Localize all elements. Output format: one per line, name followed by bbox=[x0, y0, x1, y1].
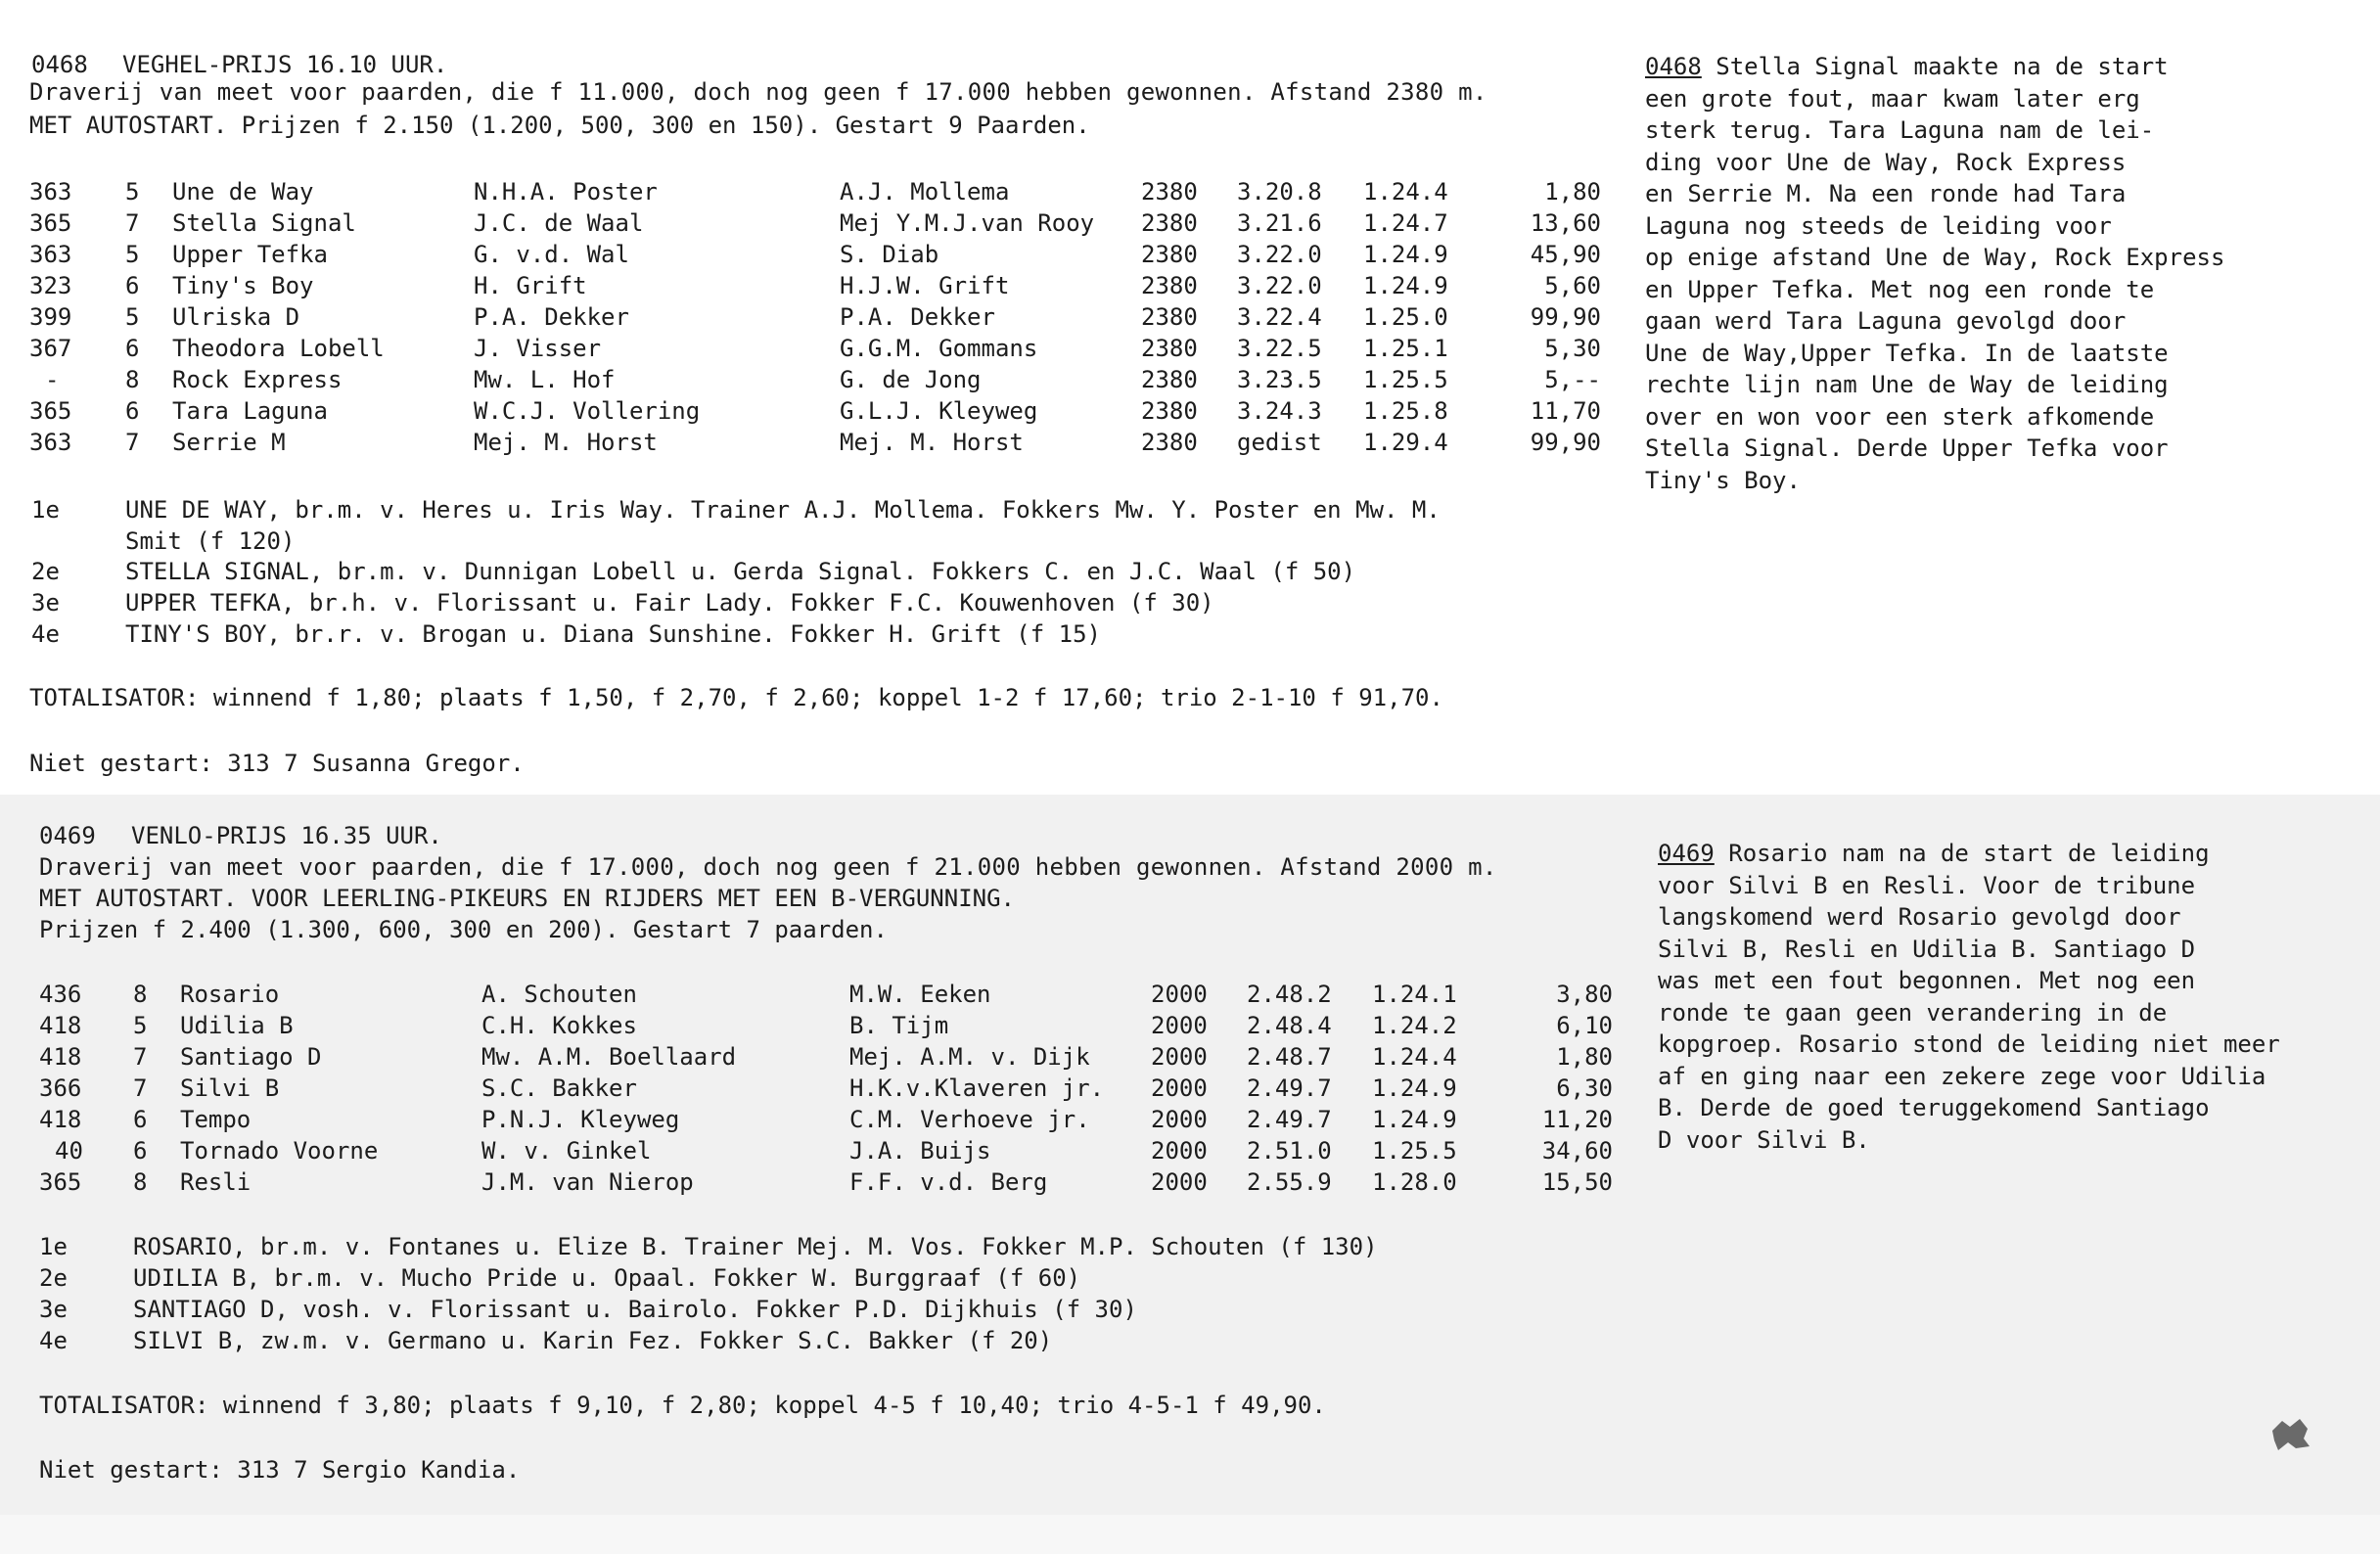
start-number: 7 bbox=[125, 429, 140, 456]
report-line: B. Derde de goed teruggekomend Santiago bbox=[1658, 1094, 2210, 1121]
result-row bbox=[0, 333, 1664, 364]
driver-name: J. Visser bbox=[474, 335, 602, 362]
odds: 34,60 bbox=[1541, 1137, 1613, 1165]
distance: 2000 bbox=[1151, 1106, 1208, 1133]
result-row bbox=[0, 395, 1664, 427]
race-title: VENLO-PRIJS 16.35 UUR. bbox=[131, 822, 442, 849]
odds: 5,-- bbox=[1544, 366, 1601, 393]
placing-position: 2e bbox=[31, 558, 60, 585]
driver-name: W. v. Ginkel bbox=[481, 1137, 652, 1165]
race-description-line: Draverij van meet voor paarden, die f 17.000, doch nog geen f 21.000 hebben gewonnen. Afstand 2000 m. bbox=[39, 853, 1497, 881]
odds: 99,90 bbox=[1530, 429, 1601, 456]
horse-name: Theodora Lobell bbox=[172, 335, 385, 362]
horse-name: Ulriska D bbox=[172, 303, 300, 331]
report-line: voor Silvi B en Resli. Voor de tribune bbox=[1658, 871, 2196, 899]
horse-name: Tempo bbox=[180, 1106, 252, 1133]
km-time: 1.25.0 bbox=[1363, 303, 1448, 331]
result-row bbox=[0, 979, 1664, 1010]
start-number: 6 bbox=[125, 397, 140, 425]
prev-number: 366 bbox=[39, 1074, 82, 1102]
prev-number: 363 bbox=[29, 429, 72, 456]
prev-number: 365 bbox=[29, 209, 72, 237]
race-time: 3.20.8 bbox=[1237, 178, 1322, 206]
prev-number: 40 bbox=[55, 1137, 83, 1165]
km-time: 1.28.0 bbox=[1372, 1168, 1457, 1196]
trainer-name: Mej. M. Horst bbox=[840, 429, 1024, 456]
distance: 2380 bbox=[1141, 366, 1198, 393]
odds: 3,80 bbox=[1556, 981, 1613, 1008]
report-line: gaan werd Tara Laguna gevolgd door bbox=[1645, 307, 2127, 335]
report-line: ding voor Une de Way, Rock Express bbox=[1645, 148, 2127, 176]
start-number: 6 bbox=[125, 335, 140, 362]
km-time: 1.24.9 bbox=[1363, 241, 1448, 268]
trainer-name: Mej. A.M. v. Dijk bbox=[849, 1043, 1090, 1071]
distance: 2000 bbox=[1151, 1168, 1208, 1196]
result-row bbox=[0, 1104, 1664, 1135]
result-row bbox=[0, 1010, 1664, 1041]
horse-name: Silvi B bbox=[180, 1074, 280, 1102]
report-line: over en won voor een sterk afkomende bbox=[1645, 402, 2155, 431]
prev-number: 367 bbox=[29, 335, 72, 362]
horse-name: Stella Signal bbox=[172, 209, 356, 237]
odds: 5,30 bbox=[1544, 335, 1601, 362]
totalisator: TOTALISATOR: winnend f 3,80; plaats f 9,10, f 2,80; koppel 4-5 f 10,40; trio 4-5-1 f 49,90. bbox=[39, 1392, 1326, 1419]
trainer-name: G. de Jong bbox=[840, 366, 982, 393]
trainer-name: Mej Y.M.J.van Rooy bbox=[840, 209, 1095, 237]
report-line: Tiny's Boy. bbox=[1645, 466, 1801, 494]
horse-name: Serrie M bbox=[172, 429, 286, 456]
race-time: 3.24.3 bbox=[1237, 397, 1322, 425]
report-line: rechte lijn nam Une de Way de leiding bbox=[1645, 371, 2169, 398]
odds: 13,60 bbox=[1530, 209, 1601, 237]
trainer-name: J.A. Buijs bbox=[849, 1137, 991, 1165]
placing-text: UNE DE WAY, br.m. v. Heres u. Iris Way. Trainer A.J. Mollema. Fokkers Mw. Y. Poster en Mw. M. bbox=[125, 496, 1441, 524]
driver-name: A. Schouten bbox=[481, 981, 637, 1008]
driver-name: J.C. de Waal bbox=[474, 209, 644, 237]
horse-name: Tara Laguna bbox=[172, 397, 328, 425]
km-time: 1.25.5 bbox=[1363, 366, 1448, 393]
km-time: 1.24.9 bbox=[1372, 1106, 1457, 1133]
distance: 2380 bbox=[1141, 241, 1198, 268]
race-time: 3.23.5 bbox=[1237, 366, 1322, 393]
report-line: was met een fout begonnen. Met nog een bbox=[1658, 967, 2196, 994]
not-started: Niet gestart: 313 7 Sergio Kandia. bbox=[39, 1456, 521, 1484]
horse-name: Tornado Voorne bbox=[180, 1137, 379, 1165]
start-number: 6 bbox=[133, 1137, 148, 1165]
odds: 5,60 bbox=[1544, 272, 1601, 299]
placing-position: 3e bbox=[39, 1296, 68, 1323]
distance: 2000 bbox=[1151, 1043, 1208, 1071]
placing-text: ROSARIO, br.m. v. Fontanes u. Elize B. Trainer Mej. M. Vos. Fokker M.P. Schouten (f 130) bbox=[133, 1233, 1378, 1260]
prev-number: 365 bbox=[29, 397, 72, 425]
trainer-name: P.A. Dekker bbox=[840, 303, 995, 331]
distance: 2380 bbox=[1141, 272, 1198, 299]
driver-name: J.M. van Nierop bbox=[481, 1168, 694, 1196]
start-number: 5 bbox=[125, 303, 140, 331]
report-line: D voor Silvi B. bbox=[1658, 1125, 1870, 1154]
race-time: 3.22.0 bbox=[1237, 241, 1322, 268]
horse-name: Rock Express bbox=[172, 366, 343, 393]
trainer-name: B. Tijm bbox=[849, 1012, 949, 1039]
result-row bbox=[0, 1166, 1664, 1198]
start-number: 5 bbox=[133, 1012, 148, 1039]
report-line: Silvi B, Resli en Udilia B. Santiago D bbox=[1658, 935, 2196, 963]
race-description-line: MET AUTOSTART. VOOR LEERLING-PIKEURS EN RIJDERS MET EEN B-VERGUNNING. bbox=[39, 885, 1015, 912]
odds: 45,90 bbox=[1530, 241, 1601, 268]
report-line: sterk terug. Tara Laguna nam de lei- bbox=[1645, 116, 2155, 144]
prev-number: 363 bbox=[29, 178, 72, 206]
race-time: 2.48.2 bbox=[1247, 981, 1332, 1008]
placing-text: SANTIAGO D, vosh. v. Florissant u. Bairolo. Fokker P.D. Dijkhuis (f 30) bbox=[133, 1296, 1137, 1323]
result-row bbox=[0, 270, 1664, 301]
odds: 99,90 bbox=[1530, 303, 1601, 331]
report-line: af en ging naar een zekere zege voor Udilia bbox=[1658, 1062, 2266, 1090]
race-time: 3.22.0 bbox=[1237, 272, 1322, 299]
odds: 11,70 bbox=[1530, 397, 1601, 425]
horse-name: Tiny's Boy bbox=[172, 272, 314, 299]
race-description-line: Prijzen f 2.400 (1.300, 600, 300 en 200). Gestart 7 paarden. bbox=[39, 916, 888, 943]
trainer-name: M.W. Eeken bbox=[849, 981, 991, 1008]
race-report bbox=[1645, 51, 2311, 496]
distance: 2380 bbox=[1141, 397, 1198, 425]
odds: 6,10 bbox=[1556, 1012, 1613, 1039]
km-time: 1.24.9 bbox=[1363, 272, 1448, 299]
race-description-line: MET AUTOSTART. Prijzen f 2.150 (1.200, 500, 300 en 150). Gestart 9 Paarden. bbox=[29, 112, 1090, 139]
result-row bbox=[0, 1135, 1664, 1166]
placing-text: UPPER TEFKA, br.h. v. Florissant u. Fair Lady. Fokker F.C. Kouwenhoven (f 30) bbox=[125, 589, 1214, 617]
race-report bbox=[1658, 838, 2323, 1156]
placing-position: 4e bbox=[31, 620, 60, 648]
distance: 2380 bbox=[1141, 209, 1198, 237]
report-code: 0468 bbox=[1645, 53, 1702, 80]
placing-position: 2e bbox=[39, 1264, 68, 1292]
race-time: 2.48.7 bbox=[1247, 1043, 1332, 1071]
race-time: 2.55.9 bbox=[1247, 1168, 1332, 1196]
race-sheet-0469 bbox=[0, 795, 2380, 1515]
report-line: kopgroep. Rosario stond de leiding niet meer bbox=[1658, 1030, 2280, 1058]
start-number: 6 bbox=[125, 272, 140, 299]
trainer-name: S. Diab bbox=[840, 241, 939, 268]
report-line: en Serrie M. Na een ronde had Tara bbox=[1645, 180, 2127, 207]
race-block bbox=[0, 0, 1664, 795]
race-time: 2.48.4 bbox=[1247, 1012, 1332, 1039]
result-row bbox=[0, 239, 1664, 270]
prev-number: 418 bbox=[39, 1106, 82, 1133]
km-time: 1.25.8 bbox=[1363, 397, 1448, 425]
placing-text: UDILIA B, br.m. v. Mucho Pride u. Opaal. Fokker W. Burggraaf (f 60) bbox=[133, 1264, 1081, 1292]
ink-blot-mark bbox=[2268, 1417, 2311, 1452]
report-line: Stella Signal maakte na de start bbox=[1701, 53, 2169, 80]
result-row bbox=[0, 1041, 1664, 1073]
distance: 2000 bbox=[1151, 1137, 1208, 1165]
report-line: langskomend werd Rosario gevolgd door bbox=[1658, 903, 2181, 931]
horse-name: Upper Tefka bbox=[172, 241, 328, 268]
start-number: 7 bbox=[133, 1043, 148, 1071]
prev-number: 436 bbox=[39, 981, 82, 1008]
placing-position: 3e bbox=[31, 589, 60, 617]
horse-name: Santiago D bbox=[180, 1043, 322, 1071]
distance: 2000 bbox=[1151, 981, 1208, 1008]
result-row bbox=[0, 1073, 1664, 1104]
result-row bbox=[0, 207, 1664, 239]
placing-text: TINY'S BOY, br.r. v. Brogan u. Diana Sunshine. Fokker H. Grift (f 15) bbox=[125, 620, 1101, 648]
odds: 6,30 bbox=[1556, 1074, 1613, 1102]
result-row bbox=[0, 301, 1664, 333]
km-time: 1.25.1 bbox=[1363, 335, 1448, 362]
report-line: Stella Signal. Derde Upper Tefka voor bbox=[1645, 434, 2169, 462]
driver-name: W.C.J. Vollering bbox=[474, 397, 701, 425]
distance: 2380 bbox=[1141, 429, 1198, 456]
driver-name: Mw. L. Hof bbox=[474, 366, 616, 393]
prev-number: 363 bbox=[29, 241, 72, 268]
km-time: 1.24.2 bbox=[1372, 1012, 1457, 1039]
placing-position: 1e bbox=[39, 1233, 68, 1260]
odds: 1,80 bbox=[1544, 178, 1601, 206]
report-line: een grote fout, maar kwam later erg bbox=[1645, 84, 2140, 113]
km-time: 1.24.9 bbox=[1372, 1074, 1457, 1102]
driver-name: Mw. A.M. Boellaard bbox=[481, 1043, 737, 1071]
report-line: ronde te gaan geen verandering in de bbox=[1658, 998, 2168, 1027]
driver-name: H. Grift bbox=[474, 272, 587, 299]
driver-name: P.N.J. Kleyweg bbox=[481, 1106, 680, 1133]
race-block bbox=[0, 795, 1664, 1515]
prev-number: 418 bbox=[39, 1012, 82, 1039]
start-number: 7 bbox=[133, 1074, 148, 1102]
odds: 1,80 bbox=[1556, 1043, 1613, 1071]
result-row bbox=[0, 176, 1664, 207]
km-time: 1.24.4 bbox=[1372, 1043, 1457, 1071]
odds: 15,50 bbox=[1541, 1168, 1613, 1196]
distance: 2000 bbox=[1151, 1074, 1208, 1102]
placing-position: 4e bbox=[39, 1327, 68, 1354]
race-title: VEGHEL-PRIJS 16.10 UUR. bbox=[122, 51, 448, 78]
trainer-name: F.F. v.d. Berg bbox=[849, 1168, 1048, 1196]
report-line: Laguna nog steeds de leiding voor bbox=[1645, 211, 2112, 240]
km-time: 1.24.4 bbox=[1363, 178, 1448, 206]
start-number: 8 bbox=[125, 366, 140, 393]
start-number: 7 bbox=[125, 209, 140, 237]
prev-number: - bbox=[45, 366, 60, 393]
start-number: 6 bbox=[133, 1106, 148, 1133]
totalisator: TOTALISATOR: winnend f 1,80; plaats f 1,50, f 2,70, f 2,60; koppel 1-2 f 17,60; trio 2-1-10 f 91,70. bbox=[29, 684, 1443, 711]
prev-number: 399 bbox=[29, 303, 72, 331]
placing-text: SILVI B, zw.m. v. Germano u. Karin Fez. Fokker S.C. Bakker (f 20) bbox=[133, 1327, 1053, 1354]
odds: 11,20 bbox=[1541, 1106, 1613, 1133]
prev-number: 418 bbox=[39, 1043, 82, 1071]
placing-text: STELLA SIGNAL, br.m. v. Dunnigan Lobell u. Gerda Signal. Fokkers C. en J.C. Waal (f 50) bbox=[125, 558, 1356, 585]
trainer-name: C.M. Verhoeve jr. bbox=[849, 1106, 1090, 1133]
trainer-name: G.L.J. Kleyweg bbox=[840, 397, 1038, 425]
distance: 2380 bbox=[1141, 178, 1198, 206]
race-time: 2.49.7 bbox=[1247, 1074, 1332, 1102]
result-row bbox=[0, 364, 1664, 395]
horse-name: Rosario bbox=[180, 981, 280, 1008]
placing-text: Smit (f 120) bbox=[125, 527, 296, 555]
prev-number: 365 bbox=[39, 1168, 82, 1196]
driver-name: N.H.A. Poster bbox=[474, 178, 658, 206]
report-line: op enige afstand Une de Way, Rock Express bbox=[1645, 244, 2225, 271]
driver-name: P.A. Dekker bbox=[474, 303, 629, 331]
report-line: Rosario nam na de start de leiding bbox=[1714, 840, 2210, 867]
race-code: 0469 bbox=[39, 822, 96, 849]
start-number: 5 bbox=[125, 241, 140, 268]
trainer-name: H.J.W. Grift bbox=[840, 272, 1010, 299]
distance: 2000 bbox=[1151, 1012, 1208, 1039]
km-time: 1.24.1 bbox=[1372, 981, 1457, 1008]
driver-name: S.C. Bakker bbox=[481, 1074, 637, 1102]
driver-name: Mej. M. Horst bbox=[474, 429, 658, 456]
trainer-name: G.G.M. Gommans bbox=[840, 335, 1038, 362]
start-number: 8 bbox=[133, 1168, 148, 1196]
race-time: 3.21.6 bbox=[1237, 209, 1322, 237]
trainer-name: H.K.v.Klaveren jr. bbox=[849, 1074, 1105, 1102]
race-description-line: Draverij van meet voor paarden, die f 11.000, doch nog geen f 17.000 hebben gewonnen. Afstand 2380 m. bbox=[29, 78, 1488, 106]
race-time: 3.22.5 bbox=[1237, 335, 1322, 362]
race-time: gedist bbox=[1237, 429, 1322, 456]
prev-number: 323 bbox=[29, 272, 72, 299]
km-time: 1.25.5 bbox=[1372, 1137, 1457, 1165]
report-line: en Upper Tefka. Met nog een ronde te bbox=[1645, 275, 2155, 303]
horse-name: Resli bbox=[180, 1168, 252, 1196]
horse-name: Une de Way bbox=[172, 178, 314, 206]
race-time: 2.51.0 bbox=[1247, 1137, 1332, 1165]
race-time: 3.22.4 bbox=[1237, 303, 1322, 331]
race-code: 0468 bbox=[31, 51, 88, 78]
driver-name: G. v.d. Wal bbox=[474, 241, 629, 268]
driver-name: C.H. Kokkes bbox=[481, 1012, 637, 1039]
start-number: 5 bbox=[125, 178, 140, 206]
distance: 2380 bbox=[1141, 335, 1198, 362]
trainer-name: A.J. Mollema bbox=[840, 178, 1010, 206]
horse-name: Udilia B bbox=[180, 1012, 294, 1039]
not-started: Niet gestart: 313 7 Susanna Gregor. bbox=[29, 750, 525, 777]
report-line: Une de Way,Upper Tefka. In de laatste bbox=[1645, 339, 2169, 367]
km-time: 1.24.7 bbox=[1363, 209, 1448, 237]
km-time: 1.29.4 bbox=[1363, 429, 1448, 456]
report-code: 0469 bbox=[1658, 840, 1715, 867]
start-number: 8 bbox=[133, 981, 148, 1008]
placing-position: 1e bbox=[31, 496, 60, 524]
race-time: 2.49.7 bbox=[1247, 1106, 1332, 1133]
distance: 2380 bbox=[1141, 303, 1198, 331]
result-row bbox=[0, 427, 1664, 458]
